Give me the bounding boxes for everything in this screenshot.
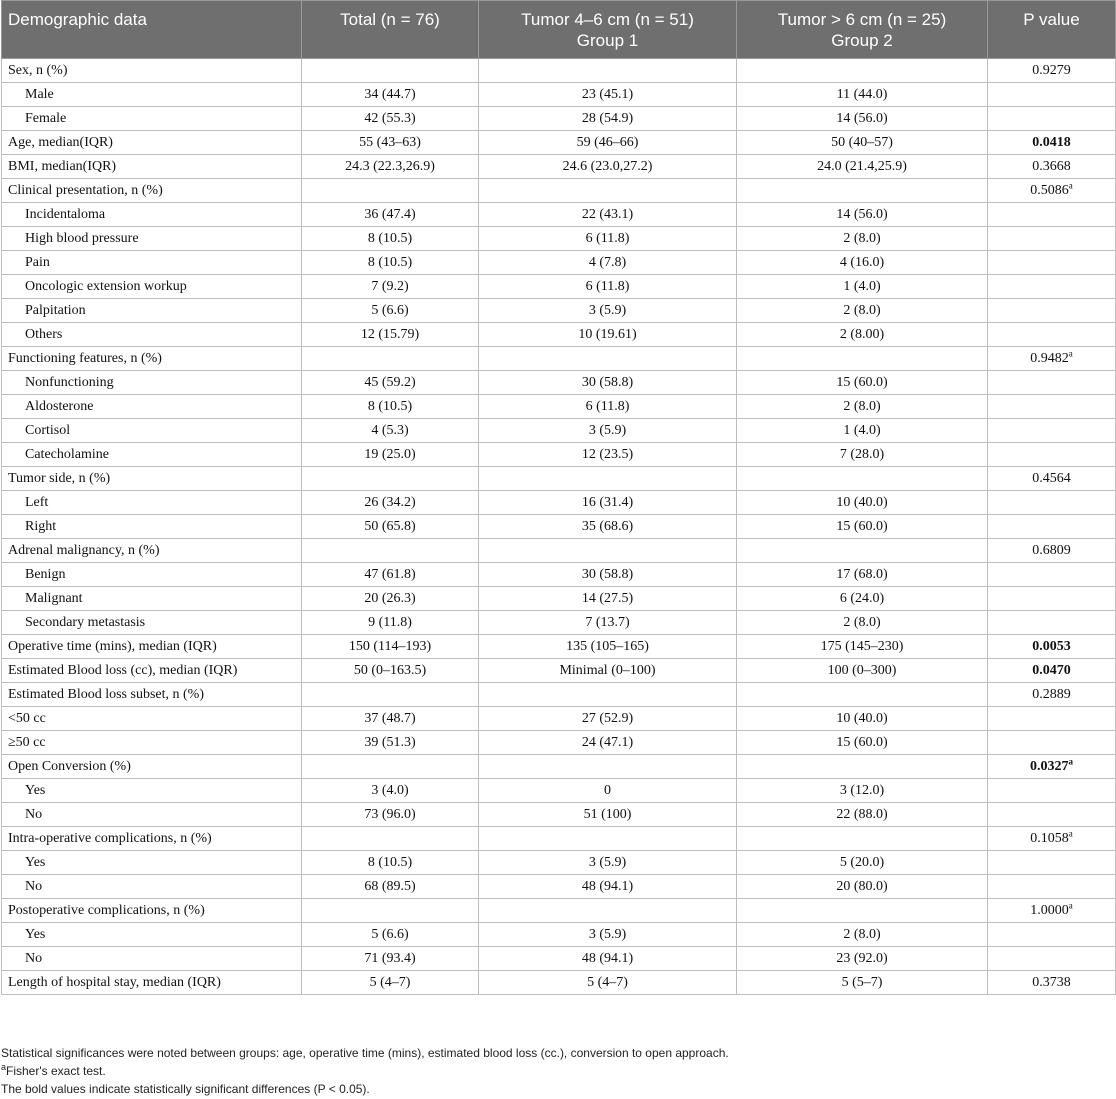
p-value-footnote-marker: a	[1068, 756, 1073, 767]
row-label: Catecholamine	[2, 443, 302, 467]
cell-total: 50 (65.8)	[302, 515, 479, 539]
row-label: Pain	[2, 251, 302, 275]
cell-total	[302, 683, 479, 707]
cell-total: 12 (15.79)	[302, 323, 479, 347]
header-demographic-data: Demographic data	[2, 1, 302, 59]
table-row	[2, 179, 1116, 203]
table-row	[2, 419, 1116, 443]
table-row	[2, 299, 1116, 323]
row-label: Benign	[2, 563, 302, 587]
cell-p-value	[988, 827, 1116, 851]
cell-total: 68 (89.5)	[302, 875, 479, 899]
cell-total: 5 (6.6)	[302, 923, 479, 947]
cell-group-1: 35 (68.6)	[479, 515, 737, 539]
table-row	[2, 947, 1116, 971]
cell-group-2: 15 (60.0)	[737, 371, 988, 395]
cell-total: 4 (5.3)	[302, 419, 479, 443]
cell-group-2: 3 (12.0)	[737, 779, 988, 803]
row-label: Yes	[2, 923, 302, 947]
cell-group-2: 2 (8.00)	[737, 323, 988, 347]
cell-group-2: 175 (145–230)	[737, 635, 988, 659]
row-label: Open Conversion (%)	[2, 755, 302, 779]
table-row	[2, 155, 1116, 179]
row-label: Female	[2, 107, 302, 131]
row-label: Functioning features, n (%)	[2, 347, 302, 371]
cell-total: 8 (10.5)	[302, 851, 479, 875]
cell-p-value	[988, 83, 1116, 107]
table-row	[2, 203, 1116, 227]
row-label: Clinical presentation, n (%)	[2, 179, 302, 203]
cell-group-1	[479, 755, 737, 779]
row-label: Malignant	[2, 587, 302, 611]
p-value-text: 0.9279	[1032, 63, 1071, 78]
row-label: ≥50 cc	[2, 731, 302, 755]
cell-p-value	[988, 179, 1116, 203]
cell-group-1: 24 (47.1)	[479, 731, 737, 755]
table-row	[2, 755, 1116, 779]
row-label: Cortisol	[2, 419, 302, 443]
table-row	[2, 659, 1116, 683]
cell-group-1: 135 (105–165)	[479, 635, 737, 659]
cell-group-1: 7 (13.7)	[479, 611, 737, 635]
table-row	[2, 611, 1116, 635]
cell-total: 47 (61.8)	[302, 563, 479, 587]
cell-total: 24.3 (22.3,26.9)	[302, 155, 479, 179]
cell-group-2: 7 (28.0)	[737, 443, 988, 467]
row-label: Aldosterone	[2, 395, 302, 419]
cell-p-value	[988, 443, 1116, 467]
cell-group-2: 2 (8.0)	[737, 923, 988, 947]
table-row	[2, 515, 1116, 539]
table-row	[2, 563, 1116, 587]
cell-group-1: 24.6 (23.0,27.2)	[479, 155, 737, 179]
cell-group-2: 1 (4.0)	[737, 275, 988, 299]
table-row	[2, 707, 1116, 731]
cell-total: 3 (4.0)	[302, 779, 479, 803]
cell-p-value	[988, 155, 1116, 179]
p-value-text: 0.1058	[1030, 831, 1069, 846]
row-label: Left	[2, 491, 302, 515]
cell-group-2: 50 (40–57)	[737, 131, 988, 155]
footnotes	[1, 1044, 729, 1098]
cell-p-value	[988, 755, 1116, 779]
table-row	[2, 851, 1116, 875]
cell-total	[302, 179, 479, 203]
cell-group-1: 28 (54.9)	[479, 107, 737, 131]
cell-total: 42 (55.3)	[302, 107, 479, 131]
cell-total: 36 (47.4)	[302, 203, 479, 227]
table-row	[2, 899, 1116, 923]
cell-p-value	[988, 947, 1116, 971]
cell-group-2: 24.0 (21.4,25.9)	[737, 155, 988, 179]
cell-p-value	[988, 59, 1116, 83]
table-row	[2, 803, 1116, 827]
row-label: No	[2, 875, 302, 899]
cell-p-value	[988, 971, 1116, 995]
cell-group-1	[479, 59, 737, 83]
cell-p-value	[988, 131, 1116, 155]
row-label: <50 cc	[2, 707, 302, 731]
table-row	[2, 467, 1116, 491]
cell-total: 73 (96.0)	[302, 803, 479, 827]
cell-p-value	[988, 395, 1116, 419]
cell-p-value	[988, 635, 1116, 659]
cell-group-1: 3 (5.9)	[479, 419, 737, 443]
cell-group-1	[479, 179, 737, 203]
table-row	[2, 779, 1116, 803]
cell-group-2: 4 (16.0)	[737, 251, 988, 275]
row-label: Postoperative complications, n (%)	[2, 899, 302, 923]
p-value-text: 0.0327	[1030, 759, 1069, 774]
row-label: Incidentaloma	[2, 203, 302, 227]
table-row	[2, 251, 1116, 275]
p-value-footnote-marker: a	[1068, 900, 1073, 911]
cell-group-2: 14 (56.0)	[737, 203, 988, 227]
cell-total: 5 (6.6)	[302, 299, 479, 323]
row-label: Adrenal malignancy, n (%)	[2, 539, 302, 563]
cell-p-value	[988, 275, 1116, 299]
cell-group-2: 11 (44.0)	[737, 83, 988, 107]
cell-p-value	[988, 875, 1116, 899]
cell-group-2: 23 (92.0)	[737, 947, 988, 971]
row-label: Others	[2, 323, 302, 347]
cell-p-value	[988, 803, 1116, 827]
header-row	[2, 1, 1116, 59]
p-value-text: 0.0418	[1032, 135, 1071, 150]
table-row	[2, 827, 1116, 851]
cell-group-1: 30 (58.8)	[479, 371, 737, 395]
p-value-text: 0.3738	[1032, 975, 1071, 990]
p-value-footnote-marker: a	[1068, 180, 1073, 191]
cell-group-1: 16 (31.4)	[479, 491, 737, 515]
cell-p-value	[988, 899, 1116, 923]
cell-group-1: 3 (5.9)	[479, 851, 737, 875]
footnote-bold-values: The bold values indicate statistically significant differences (P < 0.05).	[1, 1082, 370, 1096]
cell-group-1: 12 (23.5)	[479, 443, 737, 467]
p-value-footnote-marker: a	[1068, 348, 1073, 359]
row-label: Sex, n (%)	[2, 59, 302, 83]
header-group-2-title: Tumor > 6 cm (n = 25)	[777, 10, 947, 29]
cell-p-value	[988, 347, 1116, 371]
cell-group-1: 51 (100)	[479, 803, 737, 827]
table-row	[2, 275, 1116, 299]
cell-total	[302, 539, 479, 563]
cell-group-2: 15 (60.0)	[737, 731, 988, 755]
cell-p-value	[988, 491, 1116, 515]
cell-p-value	[988, 539, 1116, 563]
row-label: Secondary metastasis	[2, 611, 302, 635]
cell-total	[302, 467, 479, 491]
row-label: Tumor side, n (%)	[2, 467, 302, 491]
cell-p-value	[988, 851, 1116, 875]
table-row	[2, 347, 1116, 371]
cell-group-1	[479, 899, 737, 923]
cell-group-1	[479, 683, 737, 707]
cell-group-1	[479, 827, 737, 851]
cell-p-value	[988, 323, 1116, 347]
cell-group-2: 2 (8.0)	[737, 395, 988, 419]
p-value-text: 0.4564	[1032, 471, 1071, 486]
cell-group-2: 1 (4.0)	[737, 419, 988, 443]
table-row	[2, 923, 1116, 947]
demographic-table	[1, 0, 1116, 995]
p-value-text: 0.0470	[1032, 663, 1071, 678]
cell-p-value	[988, 251, 1116, 275]
cell-p-value	[988, 419, 1116, 443]
cell-group-2	[737, 179, 988, 203]
row-label: No	[2, 947, 302, 971]
table-row	[2, 443, 1116, 467]
p-value-text: 0.9482	[1030, 351, 1069, 366]
p-value-footnote-marker: a	[1068, 828, 1073, 839]
table-row	[2, 587, 1116, 611]
cell-group-2	[737, 827, 988, 851]
row-label: Male	[2, 83, 302, 107]
cell-total: 50 (0–163.5)	[302, 659, 479, 683]
cell-p-value	[988, 299, 1116, 323]
cell-total: 7 (9.2)	[302, 275, 479, 299]
cell-p-value	[988, 563, 1116, 587]
cell-p-value	[988, 587, 1116, 611]
cell-group-1: 0	[479, 779, 737, 803]
row-label: No	[2, 803, 302, 827]
p-value-text: 0.3668	[1032, 159, 1071, 174]
cell-group-1: 48 (94.1)	[479, 947, 737, 971]
table-row	[2, 395, 1116, 419]
cell-total: 39 (51.3)	[302, 731, 479, 755]
table-row	[2, 59, 1116, 83]
table-header	[2, 1, 1116, 59]
cell-group-2	[737, 539, 988, 563]
cell-p-value	[988, 923, 1116, 947]
cell-group-2: 2 (8.0)	[737, 227, 988, 251]
table-row	[2, 371, 1116, 395]
cell-total: 150 (114–193)	[302, 635, 479, 659]
p-value-text: 1.0000	[1030, 903, 1069, 918]
table-row	[2, 83, 1116, 107]
footnote-fisher-marker: a	[1, 1062, 7, 1072]
row-label: BMI, median(IQR)	[2, 155, 302, 179]
table-row	[2, 683, 1116, 707]
cell-total: 37 (48.7)	[302, 707, 479, 731]
table-row	[2, 107, 1116, 131]
cell-group-1: 22 (43.1)	[479, 203, 737, 227]
header-group-1-title: Tumor 4–6 cm (n = 51)	[521, 10, 694, 29]
cell-group-1: 23 (45.1)	[479, 83, 737, 107]
cell-group-1	[479, 467, 737, 491]
cell-group-1: 27 (52.9)	[479, 707, 737, 731]
table-row	[2, 971, 1116, 995]
p-value-text: 0.0053	[1032, 639, 1071, 654]
header-p-value: P value	[988, 1, 1116, 59]
cell-group-2: 10 (40.0)	[737, 491, 988, 515]
header-group-1	[479, 1, 737, 59]
row-label: Yes	[2, 851, 302, 875]
cell-p-value	[988, 515, 1116, 539]
cell-total: 20 (26.3)	[302, 587, 479, 611]
row-label: Oncologic extension workup	[2, 275, 302, 299]
cell-group-1: 6 (11.8)	[479, 275, 737, 299]
cell-total: 8 (10.5)	[302, 395, 479, 419]
p-value-text: 0.6809	[1032, 543, 1071, 558]
cell-p-value	[988, 107, 1116, 131]
row-label: Length of hospital stay, median (IQR)	[2, 971, 302, 995]
row-label: High blood pressure	[2, 227, 302, 251]
cell-group-2: 2 (8.0)	[737, 611, 988, 635]
footnote-significance: Statistical significances were noted between groups: age, operative time (mins), estimated blood loss (cc.), conversion to open approach.	[1, 1046, 729, 1060]
cell-p-value	[988, 371, 1116, 395]
cell-p-value	[988, 731, 1116, 755]
cell-group-1: 6 (11.8)	[479, 227, 737, 251]
cell-total: 71 (93.4)	[302, 947, 479, 971]
cell-total: 45 (59.2)	[302, 371, 479, 395]
cell-group-1: 48 (94.1)	[479, 875, 737, 899]
row-label: Age, median(IQR)	[2, 131, 302, 155]
row-label: Right	[2, 515, 302, 539]
cell-p-value	[988, 707, 1116, 731]
cell-group-2	[737, 467, 988, 491]
cell-total: 8 (10.5)	[302, 251, 479, 275]
cell-p-value	[988, 227, 1116, 251]
footnote-fisher-text: Fisher's exact test.	[6, 1064, 106, 1078]
cell-group-2: 5 (5–7)	[737, 971, 988, 995]
cell-group-2: 6 (24.0)	[737, 587, 988, 611]
header-group-2	[737, 1, 988, 59]
cell-p-value	[988, 467, 1116, 491]
cell-group-1: 4 (7.8)	[479, 251, 737, 275]
cell-group-1: 10 (19.61)	[479, 323, 737, 347]
cell-total: 34 (44.7)	[302, 83, 479, 107]
header-total: Total (n = 76)	[302, 1, 479, 59]
cell-group-2: 22 (88.0)	[737, 803, 988, 827]
cell-group-2: 10 (40.0)	[737, 707, 988, 731]
cell-group-2	[737, 59, 988, 83]
table-row	[2, 635, 1116, 659]
row-label: Nonfunctioning	[2, 371, 302, 395]
cell-total: 26 (34.2)	[302, 491, 479, 515]
cell-group-2: 100 (0–300)	[737, 659, 988, 683]
p-value-text: 0.5086	[1030, 183, 1069, 198]
table-row	[2, 131, 1116, 155]
header-group-2-subtitle: Group 2	[831, 31, 893, 50]
cell-group-1: 6 (11.8)	[479, 395, 737, 419]
cell-total: 55 (43–63)	[302, 131, 479, 155]
cell-group-2: 5 (20.0)	[737, 851, 988, 875]
cell-group-2	[737, 755, 988, 779]
cell-group-1	[479, 347, 737, 371]
cell-group-1: 59 (46–66)	[479, 131, 737, 155]
cell-total: 9 (11.8)	[302, 611, 479, 635]
table-row	[2, 491, 1116, 515]
header-group-1-subtitle: Group 1	[576, 31, 639, 50]
cell-group-1: Minimal (0–100)	[479, 659, 737, 683]
cell-group-1: 5 (4–7)	[479, 971, 737, 995]
row-label: Operative time (mins), median (IQR)	[2, 635, 302, 659]
cell-total: 5 (4–7)	[302, 971, 479, 995]
row-label: Estimated Blood loss (cc), median (IQR)	[2, 659, 302, 683]
cell-p-value	[988, 659, 1116, 683]
cell-group-2: 14 (56.0)	[737, 107, 988, 131]
cell-p-value	[988, 683, 1116, 707]
footnote-fisher	[1, 1062, 729, 1080]
table-row	[2, 323, 1116, 347]
cell-total	[302, 347, 479, 371]
table-row	[2, 731, 1116, 755]
cell-group-2: 20 (80.0)	[737, 875, 988, 899]
cell-group-1: 30 (58.8)	[479, 563, 737, 587]
cell-total	[302, 755, 479, 779]
table-row	[2, 539, 1116, 563]
row-label: Yes	[2, 779, 302, 803]
cell-p-value	[988, 203, 1116, 227]
cell-group-1: 14 (27.5)	[479, 587, 737, 611]
cell-total: 8 (10.5)	[302, 227, 479, 251]
p-value-text: 0.2889	[1032, 687, 1071, 702]
cell-group-1: 3 (5.9)	[479, 299, 737, 323]
cell-total	[302, 899, 479, 923]
table-row	[2, 227, 1116, 251]
row-label: Palpitation	[2, 299, 302, 323]
table-body	[2, 59, 1116, 995]
cell-total	[302, 827, 479, 851]
cell-total: 19 (25.0)	[302, 443, 479, 467]
cell-group-2: 17 (68.0)	[737, 563, 988, 587]
cell-total	[302, 59, 479, 83]
table-row	[2, 875, 1116, 899]
cell-group-2: 15 (60.0)	[737, 515, 988, 539]
cell-p-value	[988, 779, 1116, 803]
row-label: Estimated Blood loss subset, n (%)	[2, 683, 302, 707]
cell-group-2	[737, 683, 988, 707]
cell-group-1	[479, 539, 737, 563]
cell-p-value	[988, 611, 1116, 635]
cell-group-2	[737, 899, 988, 923]
cell-group-2: 2 (8.0)	[737, 299, 988, 323]
cell-group-2	[737, 347, 988, 371]
row-label: Intra-operative complications, n (%)	[2, 827, 302, 851]
cell-group-1: 3 (5.9)	[479, 923, 737, 947]
